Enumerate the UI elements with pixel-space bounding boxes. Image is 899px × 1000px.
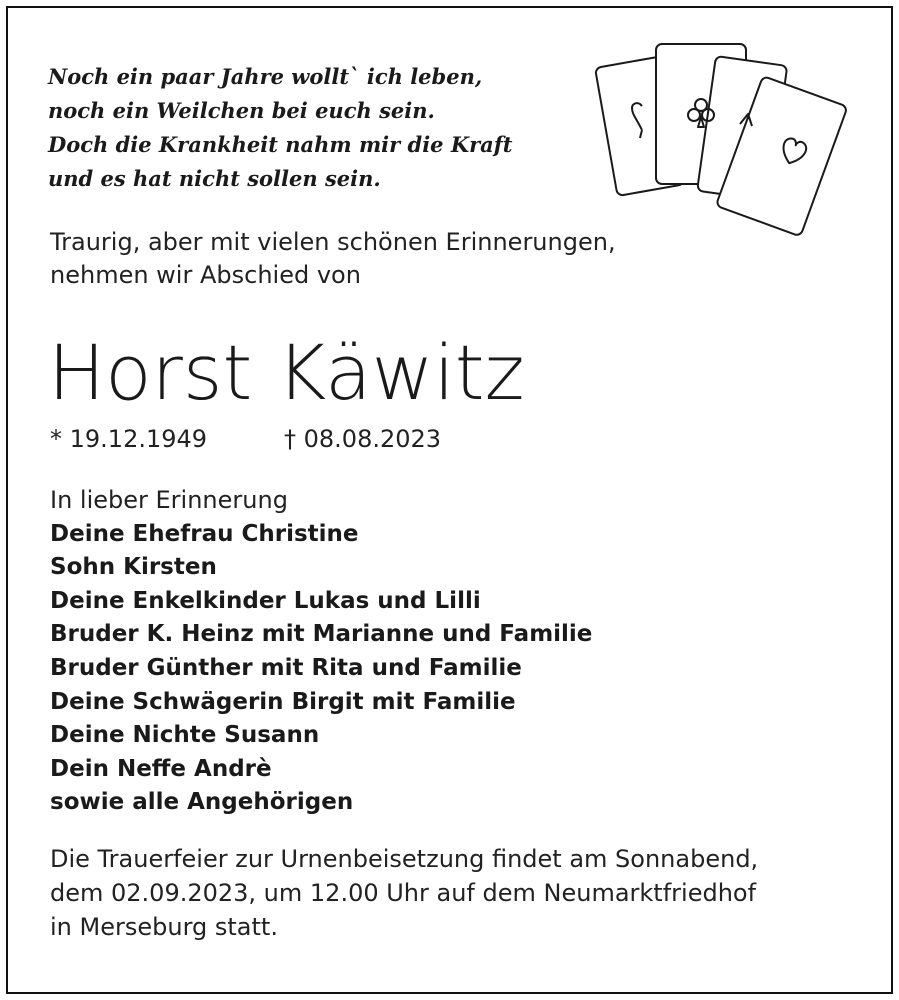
mourner-name: Dein Neffe Andrè [50, 755, 272, 782]
poem-line: und es hat nicht sollen sein. [48, 166, 381, 191]
life-dates [50, 422, 442, 456]
poem-line: Noch ein paar Jahre wollt` ich leben, [48, 64, 483, 89]
mourner-name: Deine Schwägerin Birgit mit Familie [50, 688, 516, 715]
poem [48, 60, 513, 196]
intro-line: nehmen wir Abschied von [50, 261, 361, 289]
mourner-name: sowie alle Angehörigen [50, 789, 354, 816]
mourner-name: Deine Ehefrau Christine [50, 520, 359, 547]
mourners-list [50, 484, 592, 820]
service-line: dem 02.09.2023, um 12.00 Uhr auf dem Neumarktfriedhof [50, 879, 757, 907]
funeral-service-info [50, 842, 758, 944]
death-date: † 08.08.2023 [284, 425, 442, 453]
mourner-name: Bruder Günther mit Rita und Familie [50, 654, 522, 681]
poem-line: Doch die Krankheit nahm mir die Kraft [48, 132, 513, 157]
service-line: Die Trauerfeier zur Urnenbeisetzung findet am Sonnabend, [50, 845, 759, 873]
mourners-lead: In lieber Erinnerung [50, 486, 288, 514]
deceased-name: Horst Käwitz [48, 328, 525, 417]
playing-cards-illustration [588, 38, 866, 243]
intro-line: Traurig, aber mit vielen schönen Erinnerungen, [50, 228, 616, 256]
poem-line: noch ein Weilchen bei euch sein. [48, 98, 435, 123]
mourner-name: Sohn Kirsten [50, 554, 217, 581]
mourner-name: Deine Nichte Susann [50, 722, 320, 749]
intro-text [50, 226, 616, 292]
service-line: in Merseburg statt. [50, 913, 278, 941]
mourner-name: Bruder K. Heinz mit Marianne und Familie [50, 621, 593, 648]
birth-date: * 19.12.1949 [50, 425, 208, 453]
mourner-name: Deine Enkelkinder Lukas und Lilli [50, 587, 481, 614]
